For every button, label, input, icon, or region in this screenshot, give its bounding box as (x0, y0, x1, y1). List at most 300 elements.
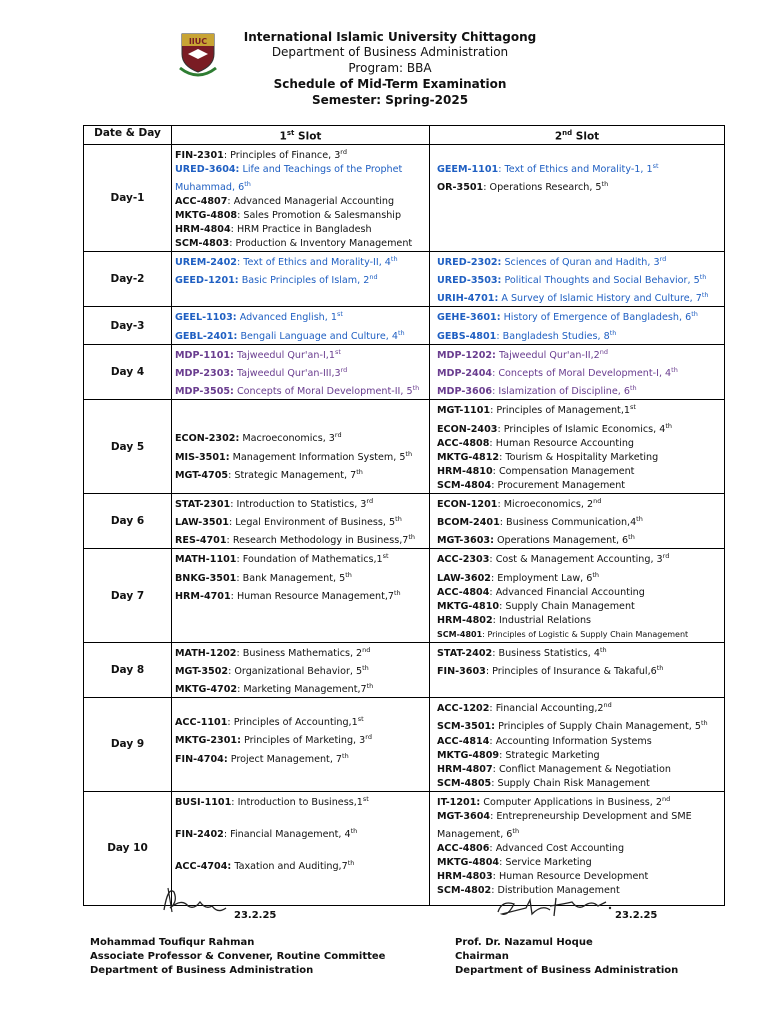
course-entry (175, 792, 426, 810)
course-title: Strategic Management, 7 (234, 469, 357, 481)
course-title: Financial Management, 4 (230, 829, 351, 840)
course-code: MKTG-4804 (437, 857, 500, 868)
course-code: MKTG-2301: (175, 735, 241, 747)
course-code: MDP-2404 (437, 368, 493, 380)
ordinal-suffix: rd (340, 366, 348, 374)
signatory-right (455, 936, 678, 978)
course-entry (175, 512, 426, 530)
separator: : (236, 257, 244, 269)
course-entry (175, 549, 426, 567)
course-entry (437, 842, 721, 856)
ordinal-suffix: nd (599, 347, 609, 356)
course-entry (437, 856, 721, 870)
separator: : (499, 517, 507, 529)
course-entry (175, 494, 426, 512)
ordinal-suffix: th (395, 514, 402, 523)
course-entry (437, 792, 721, 810)
course-entry (437, 777, 721, 791)
course-entry (175, 345, 426, 363)
ordinal-suffix: st (629, 403, 636, 412)
slot-2-cell (430, 698, 725, 791)
course-title: Tourism & Hospitality Marketing (505, 451, 659, 463)
ordinal-suffix: rd (662, 552, 670, 561)
course-entry (437, 270, 721, 288)
separator: : (228, 666, 235, 678)
course-code: SCM-4804 (437, 479, 492, 491)
separator: : (491, 777, 498, 789)
course-title: Principles of Accounting,1 (233, 717, 358, 729)
separator: : (498, 163, 505, 175)
course-entry (175, 810, 426, 824)
signatory-left-department: Department of Business Administration (90, 965, 314, 976)
slot-1-cell (172, 144, 430, 251)
slot-1-cell (172, 344, 430, 400)
course-code: ACC-4806 (437, 843, 490, 854)
course-entry (437, 614, 721, 628)
signature-right (494, 890, 614, 926)
slot-2-cell (430, 400, 725, 493)
course-title: Concepts of Moral Development-II, 5 (236, 386, 413, 398)
exam-schedule-table (83, 125, 725, 906)
course-code: MGT-4705 (175, 469, 229, 481)
header-slot-1: 1st Slot (172, 126, 430, 145)
course-entry (437, 600, 721, 614)
course-code: MGT-3604 (437, 810, 491, 822)
course-title: Industrial Relations (498, 614, 592, 626)
course-code: MKTG-4810 (437, 600, 500, 612)
slot-1-cell (172, 251, 430, 307)
course-entry (437, 763, 721, 777)
course-title: History of Emergence of Bangladesh, 6 (503, 312, 692, 324)
separator: : (497, 423, 504, 435)
course-code: MGT-1101 (437, 405, 491, 417)
course-code: GEEL-1103: (175, 312, 237, 324)
course-title: Taxation and Auditing,7 (234, 861, 348, 873)
course-title: Advanced Financial Accounting (495, 586, 645, 598)
day-cell: Day 5 (84, 400, 172, 493)
separator: : (499, 451, 506, 463)
ordinal-suffix: rd (365, 733, 372, 742)
ordinal-suffix: nd (662, 794, 671, 803)
ordinal-suffix: st (652, 161, 659, 170)
course-entry (437, 307, 721, 325)
ordinal-suffix: rd (340, 147, 347, 156)
course-title: Islamization of Discipline, 6 (498, 386, 630, 398)
course-entry (175, 252, 426, 270)
course-entry (175, 661, 426, 679)
separator: : (237, 209, 244, 221)
separator: : (489, 703, 496, 715)
ordinal-suffix: th (244, 179, 251, 188)
course-entry (175, 270, 426, 288)
table-row (84, 344, 725, 400)
ordinal-suffix: th (356, 467, 363, 476)
course-title: Principles of Management,1 (496, 405, 630, 417)
course-entry (175, 326, 426, 344)
slot-1-cell (172, 307, 430, 344)
course-title: HRM Practice in Bangladesh (236, 223, 372, 235)
department-name: Department of Business Administration (271, 45, 509, 59)
signature-left-date: 23.2.25 (234, 910, 277, 921)
course-title: Supply Chain Risk Management (497, 777, 650, 789)
course-title: Entrepreneurship Development and SME Management, 6 (437, 810, 692, 840)
course-title: Employment Law, 6 (497, 572, 593, 584)
course-entry (175, 842, 426, 856)
slot-2-cell (430, 251, 725, 307)
course-entry (437, 145, 721, 159)
separator: : (499, 857, 506, 868)
course-title: Advanced Managerial Accounting (233, 195, 395, 207)
separator: : (490, 572, 498, 584)
program-name: Program: BBA (348, 61, 432, 75)
course-code: GEBS-4801 (437, 330, 497, 342)
ordinal-suffix: th (405, 449, 413, 458)
course-code: HRM-4803 (437, 871, 493, 882)
separator: : (490, 405, 497, 417)
slot-1-cell (172, 400, 430, 493)
separator: : (230, 590, 237, 602)
course-code: MDP-3505: (175, 386, 234, 398)
table-row (84, 698, 725, 791)
course-title: Computer Applications in Business, 2 (483, 796, 662, 808)
separator: : (492, 465, 499, 477)
day-cell: Day 10 (84, 791, 172, 905)
ordinal-suffix: th (656, 663, 664, 672)
ordinal-suffix: nd (593, 496, 602, 505)
separator: : (491, 479, 498, 491)
course-code: ECON-2302: (175, 433, 240, 445)
separator: : (492, 368, 499, 380)
course-entry (437, 749, 721, 763)
course-entry (175, 643, 426, 661)
separator: : (492, 386, 499, 398)
course-entry (175, 209, 426, 223)
course-title: Marketing Management,7 (243, 684, 367, 696)
course-code: URED-2302: (437, 257, 502, 269)
course-entry (437, 288, 721, 306)
course-title: Principles of Finance, 3 (230, 149, 341, 161)
separator: : (236, 554, 243, 566)
table-row (84, 251, 725, 307)
course-title: Bank Management, 5 (242, 572, 346, 584)
course-entry (175, 679, 426, 697)
course-title: Organizational Behavior, 5 (234, 666, 363, 678)
course-entry (175, 730, 426, 748)
course-entry (437, 568, 721, 586)
separator: : (490, 810, 497, 822)
ordinal-suffix: th (394, 588, 401, 597)
ordinal-suffix: st (334, 347, 341, 356)
table-row (84, 400, 725, 493)
course-title: Accounting Information Systems (495, 735, 652, 747)
course-entry (175, 237, 426, 251)
signature-right-date: 23.2.25 (615, 910, 658, 921)
course-entry (437, 494, 721, 512)
separator: : (482, 629, 488, 639)
course-code: GEEM-1101 (437, 163, 499, 175)
logo-text: IIUC (188, 37, 208, 46)
course-code: MKTG-4808 (175, 209, 238, 221)
course-code: MGT-3502 (175, 666, 229, 678)
ordinal-suffix: th (665, 421, 673, 430)
course-code: STAT-2301 (175, 498, 231, 510)
course-entry (175, 698, 426, 712)
separator: : (489, 586, 496, 598)
course-code: BNKG-3501 (175, 572, 237, 584)
course-title: Tajweedul Qur'an-III,3 (236, 368, 341, 380)
ordinal-suffix: th (397, 328, 405, 337)
course-title: Microeconomics, 2 (503, 498, 594, 510)
separator: : (492, 647, 499, 659)
separator: : (230, 498, 237, 510)
document-title: Schedule of Mid-Term Examination (273, 77, 507, 91)
course-entry (437, 419, 721, 437)
course-code: MKTG-4812 (437, 451, 500, 463)
course-title: Human Resource Accounting (495, 437, 634, 449)
course-entry (175, 307, 426, 325)
day-cell: Day 4 (84, 344, 172, 400)
course-code: MDP-1101: (175, 350, 234, 361)
ordinal-suffix: th (699, 273, 707, 282)
day-cell: Day 7 (84, 549, 172, 642)
table-header-row (84, 126, 725, 145)
slot-1-cell (172, 493, 430, 549)
course-title: Macroeconomics, 3 (242, 433, 335, 445)
separator: : (483, 181, 490, 193)
course-entry (437, 177, 721, 195)
slot-1-cell (172, 698, 430, 791)
course-entry (175, 749, 426, 767)
separator: : (226, 535, 233, 547)
separator: : (497, 498, 504, 510)
ordinal-suffix: th (701, 291, 709, 300)
course-code: HRM-4807 (437, 763, 493, 775)
course-code: URIH-4701: (437, 293, 499, 305)
course-code: FIN-4704: (175, 753, 228, 765)
course-code: ACC-4807 (175, 195, 228, 207)
header-slot-2: 2nd Slot (430, 126, 725, 145)
separator: : (489, 437, 496, 449)
ordinal-suffix: th (671, 366, 678, 374)
slot-2-cell (430, 307, 725, 344)
course-entry (437, 698, 721, 716)
course-code: UREM-2402 (175, 257, 237, 269)
course-title: Human Resource Management,7 (236, 590, 394, 602)
ordinal-suffix: th (609, 328, 617, 337)
course-code: HRM-4701 (175, 590, 231, 602)
course-title: Production & Inventory Management (235, 237, 413, 249)
course-code: FIN-2301 (175, 149, 224, 161)
course-code: HRM-4802 (437, 614, 493, 626)
course-code: URED-3503: (437, 275, 502, 287)
course-title: Life and Teachings of the Prophet Muhammad, 6 (175, 163, 403, 193)
course-code: SCM-3501: (437, 721, 496, 733)
day-cell: Day-3 (84, 307, 172, 344)
ordinal-suffix: rd (659, 254, 667, 263)
course-title: Principles of Logistic & Supply Chain Management (487, 629, 689, 639)
course-title: Research Methodology in Business,7 (232, 535, 409, 547)
separator: : (499, 600, 506, 612)
slot-1-cell (172, 642, 430, 698)
course-title: Introduction to Business,1 (237, 796, 363, 808)
course-entry (175, 163, 426, 195)
course-title: Tajweedul Qur'an-I,1 (236, 350, 335, 361)
ordinal-suffix: nd (362, 645, 371, 654)
course-entry (437, 628, 721, 642)
course-title: Basic Principles of Islam, 2 (241, 275, 370, 287)
slot-2-cell (430, 642, 725, 698)
course-title: Sales Promotion & Salesmanship (243, 209, 402, 221)
course-code: LAW-3501 (175, 517, 229, 529)
slot-2-cell (430, 791, 725, 905)
ordinal-suffix: th (347, 859, 355, 867)
ordinal-suffix: rd (366, 496, 374, 505)
course-title: Business Communication,4 (506, 517, 637, 529)
separator: : (229, 237, 236, 249)
course-title: Principles of Insurance & Takaful,6 (492, 666, 657, 678)
separator: : (228, 517, 236, 529)
course-code: ECON-2403 (437, 423, 498, 435)
course-title: Business Mathematics, 2 (242, 647, 363, 659)
signature-left (160, 880, 230, 920)
course-entry (437, 381, 721, 399)
signatory-left-name: Mohammad Toufiqur Rahman (90, 937, 255, 948)
course-title: Text of Ethics and Morality-II, 4 (243, 257, 391, 269)
ordinal-suffix: th (362, 663, 369, 672)
course-code: MDP-1202: (437, 350, 496, 361)
course-code: MGT-3603: (437, 535, 494, 547)
ordinal-suffix: th (390, 254, 398, 263)
course-title: Political Thoughts and Social Behavior, 5 (504, 275, 700, 287)
slot-2-cell (430, 344, 725, 400)
semester-label: Semester: Spring-2025 (311, 93, 469, 107)
course-code: SCM-4803 (175, 237, 230, 249)
course-entry (175, 856, 426, 874)
course-title: Concepts of Moral Development-I, 4 (498, 368, 672, 380)
course-code: SCM-4805 (437, 777, 492, 789)
signatory-right-role: Chairman (455, 951, 509, 962)
course-title: Financial Accounting,2 (495, 703, 604, 715)
course-title: Service Marketing (505, 857, 592, 868)
ordinal-suffix: th (592, 570, 600, 579)
course-title: Principles of Marketing, 3 (243, 735, 366, 747)
ordinal-suffix: th (691, 310, 698, 319)
course-entry (437, 530, 721, 548)
ordinal-suffix: th (412, 384, 420, 393)
course-title: Operations Research, 5 (489, 181, 602, 193)
course-code: GEBL-2401: (175, 330, 238, 342)
course-code: ACC-4804 (437, 586, 490, 598)
course-entry (175, 568, 426, 586)
course-code: MDP-3606 (437, 386, 493, 398)
course-code: OR-3501 (437, 181, 484, 193)
course-entry (437, 252, 721, 270)
slot-2-cell (430, 493, 725, 549)
course-title: Advanced English, 1 (239, 312, 337, 324)
course-entry (175, 414, 426, 428)
course-entry (437, 586, 721, 600)
course-entry (175, 530, 426, 548)
course-code: RES-4701 (175, 535, 227, 547)
separator: : (489, 735, 496, 747)
course-title: Legal Environment of Business, 5 (235, 517, 396, 529)
course-code: MATH-1202 (175, 647, 237, 659)
course-title: Cost & Management Accounting, 3 (495, 554, 663, 566)
day-cell: Day 8 (84, 642, 172, 698)
course-code: SCM-4802 (437, 885, 492, 896)
slot-1-cell (172, 549, 430, 642)
course-code: ACC-4704: (175, 861, 232, 873)
course-entry (175, 195, 426, 209)
separator: : (236, 572, 243, 584)
course-code: FIN-2402 (175, 829, 224, 840)
course-code: STAT-2402 (437, 647, 493, 659)
ordinal-suffix: rd (334, 431, 342, 440)
day-cell: Day-2 (84, 251, 172, 307)
course-entry (437, 437, 721, 451)
course-code: MKTG-4702 (175, 684, 238, 696)
ordinal-suffix: th (629, 384, 637, 393)
day-cell: Day 6 (84, 493, 172, 549)
course-entry (437, 512, 721, 530)
course-entry (437, 400, 721, 418)
day-cell: Day 9 (84, 698, 172, 791)
ordinal-suffix: st (362, 794, 369, 803)
slot-2-cell (430, 144, 725, 251)
course-code: URED-3604: (175, 163, 240, 175)
course-entry (437, 345, 721, 363)
course-entry (175, 145, 426, 163)
course-entry (437, 716, 721, 734)
course-entry (175, 824, 426, 842)
course-title: Principles of Islamic Economics, 4 (503, 423, 666, 435)
course-title: Advanced Cost Accounting (495, 843, 625, 854)
course-entry (175, 447, 426, 465)
course-code: ECON-1201 (437, 498, 498, 510)
course-code: BUSI-1101 (175, 796, 232, 808)
course-entry (437, 363, 721, 381)
course-entry (175, 586, 426, 604)
course-title: Text of Ethics and Morality-1, 1 (504, 163, 653, 175)
course-title: Strategic Marketing (505, 749, 600, 761)
slot-2-cell (430, 549, 725, 642)
course-entry (175, 381, 426, 399)
course-title: Operations Management, 6 (496, 535, 629, 547)
day-cell: Day-1 (84, 144, 172, 251)
course-title: Principles of Supply Chain Management, 5 (498, 721, 701, 733)
ordinal-suffix: th (700, 719, 708, 728)
course-title: A Survey of Islamic History and Culture, 7 (501, 293, 702, 305)
table-row (84, 642, 725, 698)
signatory-right-name: Prof. Dr. Nazamul Hoque (455, 937, 593, 948)
course-title: Foundation of Mathematics,1 (242, 554, 383, 566)
course-code: FIN-3603 (437, 666, 486, 678)
separator: : (227, 195, 234, 207)
ordinal-suffix: th (342, 751, 349, 760)
table-row (84, 144, 725, 251)
ordinal-suffix: th (345, 570, 352, 579)
ordinal-suffix: st (357, 715, 364, 724)
table-row (84, 307, 725, 344)
course-entry (437, 661, 721, 679)
course-entry (175, 400, 426, 414)
course-title: Conflict Management & Negotiation (498, 763, 671, 775)
course-code: ACC-4808 (437, 437, 490, 449)
course-entry (437, 479, 721, 493)
ordinal-suffix: th (350, 826, 358, 835)
ordinal-suffix: st (382, 552, 389, 561)
signatory-right-department: Department of Business Administration (455, 965, 679, 976)
